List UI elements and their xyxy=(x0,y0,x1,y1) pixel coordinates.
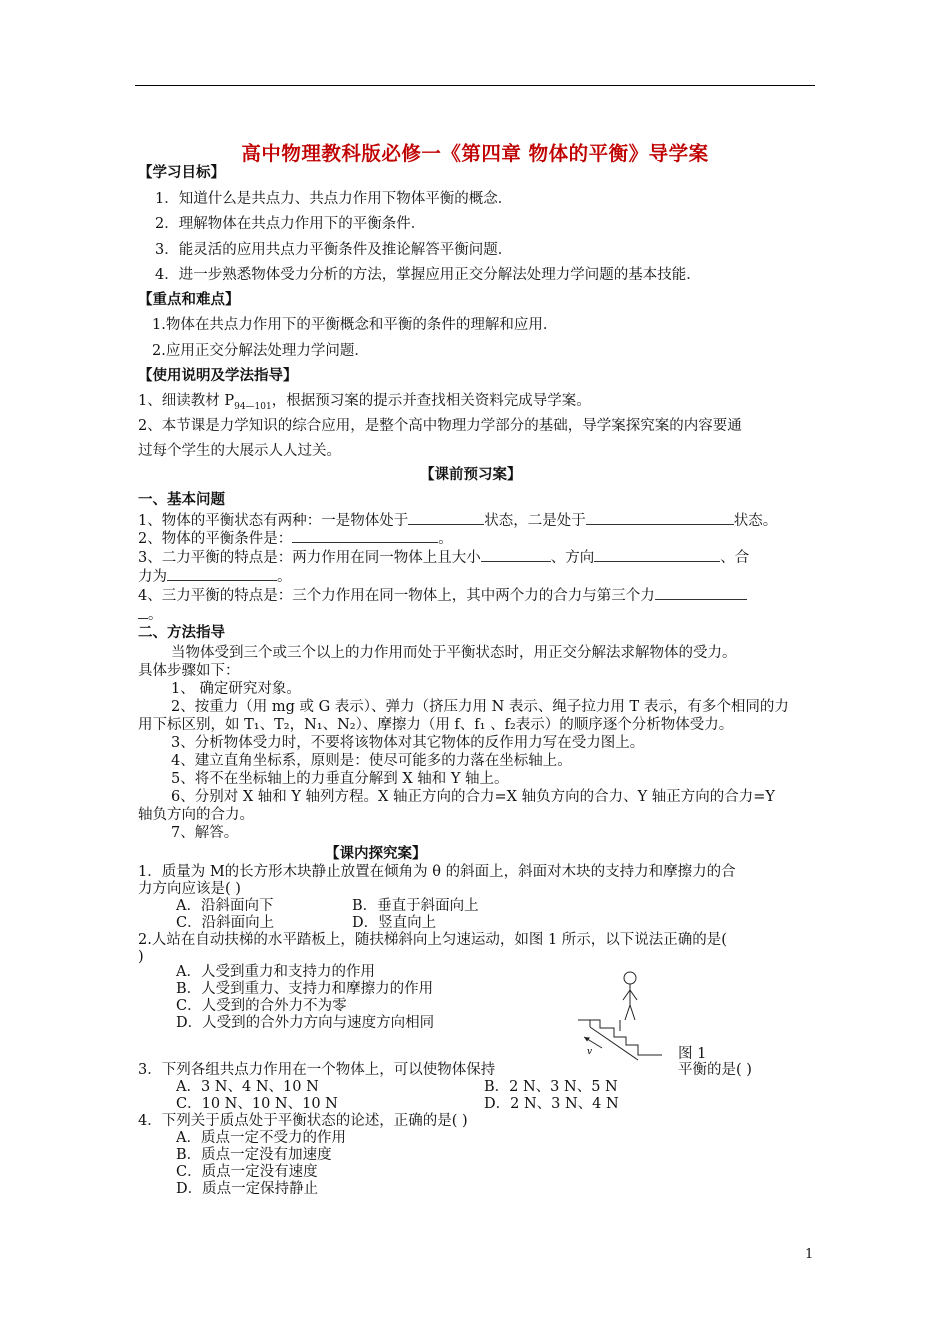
preview-q3-d: 力为 xyxy=(138,569,167,585)
preview-q1-b: 状态，二是处于 xyxy=(484,513,586,529)
inclass-heading: 【课内探究案】 xyxy=(325,845,427,862)
velocity-label: v xyxy=(587,1047,593,1057)
option-b: B．2 N、3 N、5 N xyxy=(484,1079,618,1095)
answer-blank[interactable] xyxy=(481,547,551,562)
answer-blank[interactable] xyxy=(594,547,720,562)
option-a: A．质点一定不受力的作用 xyxy=(176,1130,346,1146)
preview-q2 xyxy=(138,528,453,549)
usage-line-1-sub: 94—101 xyxy=(234,401,272,412)
option-c: C．质点一定没有速度 xyxy=(176,1164,318,1180)
person-arm xyxy=(623,990,630,1000)
option-c: C．沿斜面向上 xyxy=(176,915,275,931)
preview-q4-cont xyxy=(138,604,163,625)
inclass-q2-cont: ) xyxy=(138,949,144,965)
answer-blank[interactable] xyxy=(408,510,484,525)
usage-line-2: 2、本节课是力学知识的综合应用，是整个高中物理力学部分的基础，导学案探究案的内容要通 xyxy=(138,418,742,434)
answer-blank[interactable] xyxy=(292,528,438,543)
preview-q4-a: 4、三力平衡的特点是：三个力作用在同一物体上，其中两个力的合力与第三个力 xyxy=(138,588,655,604)
usage-line-1a: 1、细读教材 P xyxy=(138,393,235,409)
preview-q3-c: 、合 xyxy=(720,550,750,566)
preview-q4-b: 。 xyxy=(148,607,163,623)
preview-q2-b: 。 xyxy=(438,531,453,547)
page-number: 1 xyxy=(805,1247,814,1262)
preview-q3-b: 、方向 xyxy=(550,550,595,566)
preview-q3 xyxy=(138,547,749,568)
option-c: C．10 N、10 N、10 N xyxy=(176,1096,338,1112)
usage-line-1 xyxy=(138,391,591,417)
header-rule xyxy=(135,85,815,86)
section-basic-questions: 一、基本问题 xyxy=(138,491,225,508)
preview-q3-cont xyxy=(138,566,292,587)
objective-item: 2．理解物体在共点力作用下的平衡条件． xyxy=(155,216,426,232)
method-step: 4、建立直角坐标系，原则是：使尽可能多的力落在坐标轴上。 xyxy=(171,753,572,769)
preview-heading: 【课前预习案】 xyxy=(420,466,522,483)
keypoint-item: 1.物体在共点力作用下的平衡概念和平衡的条件的理解和应用． xyxy=(152,317,558,333)
page-title: 高中物理教科版必修一《第四章 物体的平衡》导学案 xyxy=(241,142,709,165)
method-intro: 当物体受到三个或三个以上的力作用而处于平衡状态时，用正交分解法求解物体的受力。 xyxy=(171,645,737,661)
inclass-q3-cont: 平衡的是( ) xyxy=(678,1062,752,1078)
option-d: D．人受到的合外力方向与速度方向相同 xyxy=(176,1015,435,1031)
preview-q2-a: 2、物体的平衡条件是： xyxy=(138,531,293,547)
preview-q1-a: 1、物体的平衡状态有两种：一是物体处于 xyxy=(138,513,409,529)
person-head xyxy=(624,972,636,984)
keypoints-heading: 【重点和难点】 xyxy=(138,291,240,308)
method-step: 1、 确定研究对象。 xyxy=(171,681,301,697)
answer-blank[interactable] xyxy=(138,604,148,619)
inclass-q4: 4．下列关于质点处于平衡状态的论述，正确的是( ) xyxy=(138,1113,468,1129)
inclass-q1: 1．质量为 M的长方形木块静止放置在倾角为 θ 的斜面上，斜面对木块的支持力和摩擦力的合 xyxy=(138,864,736,880)
preview-q1-c: 状态。 xyxy=(733,513,778,529)
velocity-arrow-head xyxy=(584,1037,590,1042)
method-intro-cont: 具体步骤如下： xyxy=(138,663,240,679)
preview-q4 xyxy=(138,585,747,606)
option-a: A．人受到重力和支持力的作用 xyxy=(176,964,375,980)
inclass-q2: 2.人站在自动扶梯的水平踏板上，随扶梯斜向上匀速运动，如图 1 所示，以下说法正确的是( xyxy=(138,932,727,948)
objective-item: 4．进一步熟悉物体受力分析的方法，掌握应用正交分解法处理力学问题的基本技能． xyxy=(155,267,701,283)
method-step-cont: 用下标区别，如 T₁、T₂，N₁、N₂）、摩擦力（用 f、f₁ 、f₂表示）的顺序逐个分析物体受力。 xyxy=(138,717,734,733)
option-b: B．质点一定没有加速度 xyxy=(176,1147,332,1163)
option-d: D．竖直向上 xyxy=(352,915,437,931)
objective-item: 3．能灵活的应用共点力平衡条件及推论解答平衡问题． xyxy=(155,242,513,258)
method-step: 7、解答。 xyxy=(171,825,239,841)
option-b: B．垂直于斜面向上 xyxy=(352,898,479,914)
section-method: 二、方法指导 xyxy=(138,624,225,641)
method-step-cont: 轴负方向的合力。 xyxy=(138,807,254,823)
objectives-heading: 【学习目标】 xyxy=(138,164,225,181)
inclass-q1-cont: 力方向应该是( ) xyxy=(138,881,241,897)
figure-caption: 图 1 xyxy=(678,1046,707,1062)
person-leg xyxy=(625,1005,630,1020)
usage-line-3: 过每个学生的大展示人人过关。 xyxy=(138,443,341,459)
option-a: A．3 N、4 N、10 N xyxy=(176,1079,319,1095)
method-step: 5、将不在坐标轴上的力垂直分解到 X 轴和 Y 轴上。 xyxy=(171,771,509,787)
answer-blank[interactable] xyxy=(655,585,747,600)
keypoint-item: 2.应用正交分解法处理力学问题． xyxy=(152,343,369,359)
method-step: 6、分别对 X 轴和 Y 轴列方程。X 轴正方向的合力=X 轴负方向的合力、Y 轴正方向的合力=Y xyxy=(171,789,775,805)
method-step: 2、按重力（用 mg 或 G 表示）、弹力（挤压力用 N 表示、绳子拉力用 T 表示，有多个相同的力 xyxy=(171,699,789,715)
method-step: 3、分析物体受力时，不要将该物体对其它物体的反作用力写在受力图上。 xyxy=(171,735,645,751)
person-arm xyxy=(630,990,637,1000)
inclass-q3: 3．下列各组共点力作用在一个物体上，可以使物体保持 xyxy=(138,1062,496,1078)
option-c: C．人受到的合外力不为零 xyxy=(176,998,347,1014)
usage-line-1b: ，根据预习案的提示并查找相关资料完成导学案。 xyxy=(271,393,591,409)
option-d: D．质点一定保持静止 xyxy=(176,1181,319,1197)
option-b: B．人受到重力、支持力和摩擦力的作用 xyxy=(176,981,434,997)
option-d: D．2 N、3 N、4 N xyxy=(484,1096,619,1112)
preview-q3-a: 3、二力平衡的特点是：两力作用在同一物体上且大小 xyxy=(138,550,481,566)
person-leg xyxy=(630,1005,635,1020)
option-a: A．沿斜面向下 xyxy=(176,898,274,914)
answer-blank[interactable] xyxy=(167,566,277,581)
answer-blank[interactable] xyxy=(586,510,734,525)
objective-item: 1．知道什么是共点力、共点力作用下物体平衡的概念． xyxy=(155,191,513,207)
usage-heading: 【使用说明及学法指导】 xyxy=(138,367,298,384)
preview-q3-e: 。 xyxy=(277,569,292,585)
escalator-figure xyxy=(570,965,680,1065)
